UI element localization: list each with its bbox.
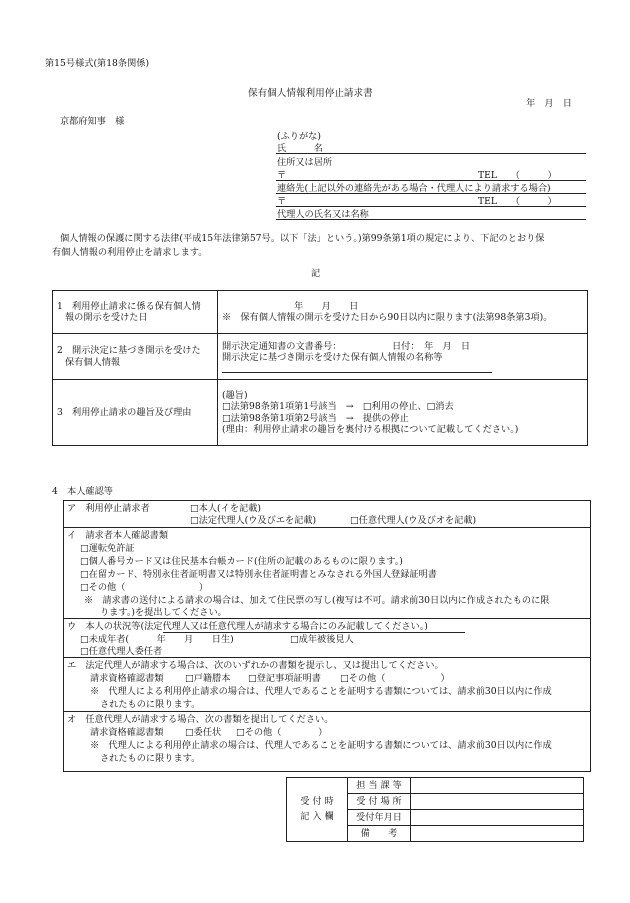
a-label: ア 利用停止請求者	[67, 503, 150, 514]
row2-value: 開示決定通知書の文書番号： 日付： 年 月 日 開示決定に基づき開示を受けた保有個人情報の名称等	[218, 334, 588, 380]
row3-label: 3 利用停止請求の趣旨及び理由	[53, 380, 218, 446]
reception-place-value	[411, 794, 584, 810]
i-opt-license: □運転免許証	[80, 543, 135, 554]
ki-label: 記	[311, 268, 321, 279]
i-note-1: ※ 請求書の送付による請求の場合は、加えて住民票の写し(複写は不可。請求前30日以内に作成されたものに限	[84, 595, 550, 606]
agent-label: 代理人の氏名又は名称	[277, 209, 369, 220]
reception-notes-value	[411, 826, 584, 842]
form-number: 第15号様式(第18条関係)	[45, 58, 150, 69]
e-opt-other: □その他（ ）	[340, 673, 450, 684]
a-opt-voluntary: □任意代理人(ウ及びオを記載)	[350, 515, 477, 526]
u-opt-minor: □未成年者( 年 月 日生)	[80, 634, 234, 645]
reception-date-value	[411, 810, 584, 826]
o-opt-other: □その他（ ）	[236, 727, 328, 738]
request-table	[52, 290, 588, 446]
o-note-1: ※ 代理人による利用停止請求の場合は、代理人であることを証明する書類については、請求前30日以内に作成	[90, 740, 552, 751]
tel-2: TEL （ ）	[478, 196, 557, 207]
reception-dept-value	[411, 778, 584, 794]
furigana-label: (ふりがな)	[277, 131, 321, 142]
a-opt-self: □本人(イを記載)	[190, 503, 261, 514]
tel-1: TEL （ ）	[478, 170, 557, 181]
u-opt-ward: □成年被後見人	[290, 634, 354, 645]
e-note-2: されたものに限ります。	[100, 699, 201, 710]
o-opt-proxy: □委任状	[185, 727, 222, 738]
section4-heading: 4 本人確認等	[52, 486, 113, 497]
row1-value: 年 月 日 ※ 保有個人情報の開示を受けた日から90日以内に限ります(法第98条第3項)。	[218, 291, 588, 334]
contact-line	[276, 193, 586, 194]
reception-notes: 備 考	[348, 826, 411, 842]
address-line	[276, 180, 586, 181]
intro-line-2: 有個人情報の利用停止を請求します。	[52, 247, 208, 258]
u-opt-principal: □任意代理人委任者	[80, 646, 163, 657]
date-line: 年 月 日	[526, 98, 572, 109]
u-underline	[163, 632, 465, 633]
addressee: 京都府知事 様	[60, 116, 125, 127]
a-opt-legal: □法定代理人(ウ及びエを記載)	[190, 515, 317, 526]
name-label: 氏 名	[277, 143, 323, 154]
contact-label: 連絡先(上記以外の連絡先がある場合・代理人により請求する場合)	[277, 183, 551, 194]
i-opt-mynumber: □個人番号カード又は住民基本台帳カード(住所の記載のあるものに限ります。)	[80, 556, 403, 567]
row2-label: 2 開示決定に基づき開示を受けた 保有個人情報	[53, 334, 218, 380]
e-note-1: ※ 代理人による利用停止請求の場合は、代理人であることを証明する書類については、請求前30日以内に作成	[90, 686, 552, 697]
e-opt-koseki: □戸籍謄本	[185, 673, 231, 684]
agent-line	[276, 219, 586, 220]
o-doc-label: 請求資格確認書類	[90, 727, 164, 738]
table-row	[53, 334, 588, 380]
table-row	[53, 291, 588, 334]
o-label: オ 任意代理人が請求する場合、次の書類を提出してください。	[67, 714, 334, 725]
page-title: 保有個人情報利用停止請求書	[248, 88, 373, 99]
reception-left: 受 付 時 記 入 欄	[287, 778, 348, 842]
reception-dept: 担 当 課 等	[348, 778, 411, 794]
contact-address-line	[276, 206, 586, 207]
e-label: エ 法定代理人が請求する場合は、次のいずれかの書類を提示し、又は提出してください。	[67, 660, 444, 671]
reception-date: 受付年月日	[348, 810, 411, 826]
e-doc-label: 請求資格確認書類	[90, 673, 164, 684]
reception-place: 受 付 場 所	[348, 794, 411, 810]
intro-line-1: 個人情報の保護に関する法律(平成15年法律第57号。以下「法」という。)第99条第1項の規定により、下記のとおり保	[60, 233, 545, 244]
row3-value: (趣旨) □法第98条第1項第1号該当 → □利用の停止、□消去 □法第98条第1項第2号該当 → 提供の停止 (理由：利用停止請求の趣旨を裏付ける根拠について記載してください。)	[218, 380, 588, 446]
i-opt-other: □その他（ ）	[80, 582, 209, 593]
postal-mark-2: 〒	[277, 196, 287, 207]
row1-label: 1 利用停止請求に係る保有個人情 報の開示を受けた日	[53, 291, 218, 334]
i-label: イ 請求者本人確認書類	[67, 530, 169, 541]
name-line	[276, 153, 586, 154]
reception-table	[286, 777, 584, 842]
i-note-2: ります。)を提出してください。	[100, 607, 227, 618]
divider	[64, 711, 590, 712]
u-label: ウ 本人の状況等(法定代理人又は任意代理人が請求する場合にのみ記載してください。)	[67, 621, 428, 632]
o-note-2: されたものに限ります。	[100, 753, 201, 764]
i-opt-residence: □在留カード、特別永住者証明書又は特別永住者証明書とみなされる外国人登録証明書	[80, 569, 437, 580]
e-opt-registry: □登記事項証明書	[248, 673, 321, 684]
address-label: 住所又は居所	[277, 157, 333, 168]
table-row	[53, 380, 588, 446]
postal-mark-1: 〒	[277, 170, 287, 181]
table-row	[287, 778, 584, 794]
divider	[64, 527, 590, 528]
